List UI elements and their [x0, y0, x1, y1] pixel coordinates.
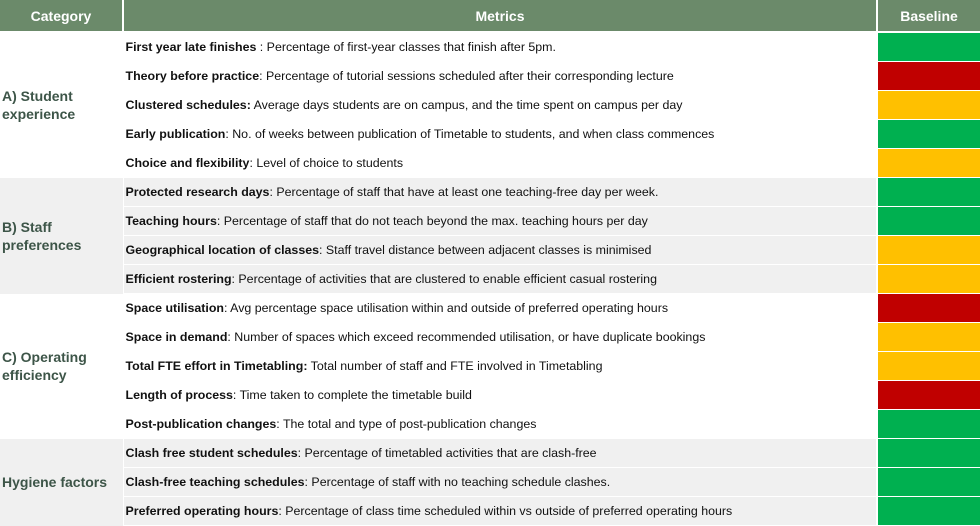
metric-description: Total number of staff and FTE involved in Timetabling — [307, 359, 603, 373]
metric-cell — [123, 32, 877, 62]
metric-cell — [123, 91, 877, 120]
metric-name: Efficient rostering — [125, 272, 232, 286]
baseline-status-red — [877, 381, 980, 410]
category-label: B) Staff preferences — [0, 178, 123, 294]
table-row — [0, 468, 980, 497]
metric-cell — [123, 207, 877, 236]
metric-description: : Avg percentage space utilisation within and outside of preferred operating hours — [223, 301, 669, 315]
metric-name: Geographical location of classes — [125, 243, 319, 257]
metric-name: Length of process — [125, 388, 233, 402]
metric-cell — [123, 149, 877, 178]
metric-name: Space in demand — [125, 330, 228, 344]
metric-description: : Number of spaces which exceed recommended utilisation, or have duplicate bookings — [227, 330, 706, 344]
table-row — [0, 178, 980, 207]
metric-name: Teaching hours — [125, 214, 217, 228]
metric-description: : Percentage of staff with no teaching schedule clashes. — [304, 475, 611, 489]
metric-description: : Percentage of first-year classes that finish after 5pm. — [256, 40, 556, 54]
table-row — [0, 120, 980, 149]
metric-name: Clustered schedules: — [125, 98, 251, 112]
table-row — [0, 439, 980, 468]
metrics-header: Metrics — [123, 0, 877, 32]
baseline-status-green — [877, 32, 980, 62]
table-row — [0, 410, 980, 439]
metric-name: Protected research days — [125, 185, 270, 199]
table-row — [0, 149, 980, 178]
metric-cell — [123, 468, 877, 497]
table-row — [0, 91, 980, 120]
table-body — [0, 32, 980, 526]
baseline-status-red — [877, 294, 980, 323]
metric-cell — [123, 410, 877, 439]
metric-name: Early publication — [125, 127, 226, 141]
table-row — [0, 497, 980, 526]
metric-cell — [123, 352, 877, 381]
category-label: Hygiene factors — [0, 439, 123, 526]
baseline-status-green — [877, 410, 980, 439]
baseline-status-amber — [877, 265, 980, 294]
metric-description: : No. of weeks between publication of Timetable to students, and when class commences — [225, 127, 715, 141]
baseline-status-amber — [877, 91, 980, 120]
header-row — [0, 0, 980, 32]
table-row — [0, 207, 980, 236]
baseline-status-green — [877, 178, 980, 207]
category-label: A) Student experience — [0, 32, 123, 178]
metric-cell — [123, 62, 877, 91]
table-row — [0, 294, 980, 323]
metric-cell — [123, 323, 877, 352]
metric-name: Clash free student schedules — [125, 446, 298, 460]
metric-cell — [123, 178, 877, 207]
metric-description: : Percentage of tutorial sessions scheduled after their corresponding lecture — [259, 69, 674, 83]
metric-description: : Percentage of class time scheduled within vs outside of preferred operating hours — [278, 504, 733, 518]
category-label: C) Operating efficiency — [0, 294, 123, 439]
metric-description: : Percentage of staff that have at least one teaching-free day per week. — [269, 185, 659, 199]
metric-name: Clash-free teaching schedules — [125, 475, 305, 489]
metric-cell — [123, 439, 877, 468]
metric-description: : Percentage of staff that do not teach beyond the max. teaching hours per day — [216, 214, 648, 228]
metric-name: Preferred operating hours — [125, 504, 279, 518]
metric-cell — [123, 120, 877, 149]
table-row — [0, 32, 980, 62]
metric-description: : The total and type of post-publication changes — [276, 417, 537, 431]
baseline-status-green — [877, 120, 980, 149]
baseline-status-green — [877, 497, 980, 526]
metric-name: First year late finishes — [125, 40, 257, 54]
metric-name: Space utilisation — [125, 301, 224, 315]
baseline-status-green — [877, 468, 980, 497]
table-row — [0, 236, 980, 265]
metric-description: Average days students are on campus, and the time spent on campus per day — [250, 98, 683, 112]
baseline-header: Baseline — [877, 0, 980, 32]
baseline-status-green — [877, 439, 980, 468]
baseline-status-red — [877, 62, 980, 91]
metric-cell — [123, 381, 877, 410]
metric-name: Theory before practice — [125, 69, 260, 83]
metric-cell — [123, 236, 877, 265]
metric-description: : Percentage of activities that are clustered to enable efficient casual rostering — [231, 272, 657, 286]
metric-name: Post-publication changes — [125, 417, 277, 431]
metric-cell — [123, 265, 877, 294]
table-row — [0, 323, 980, 352]
table-row — [0, 62, 980, 91]
baseline-status-green — [877, 207, 980, 236]
table-row — [0, 381, 980, 410]
table-row — [0, 352, 980, 381]
baseline-status-amber — [877, 352, 980, 381]
metric-description: : Level of choice to students — [249, 156, 404, 170]
baseline-status-amber — [877, 236, 980, 265]
metric-description: : Percentage of timetabled activities that are clash-free — [297, 446, 597, 460]
baseline-status-amber — [877, 149, 980, 178]
baseline-status-amber — [877, 323, 980, 352]
metric-name: Total FTE effort in Timetabling: — [125, 359, 308, 373]
metric-description: : Staff travel distance between adjacent classes is minimised — [319, 243, 652, 257]
table-row — [0, 265, 980, 294]
metric-cell — [123, 497, 877, 526]
metric-description: : Time taken to complete the timetable build — [232, 388, 472, 402]
metric-name: Choice and flexibility — [125, 156, 250, 170]
metric-cell — [123, 294, 877, 323]
category-header: Category — [0, 0, 123, 32]
